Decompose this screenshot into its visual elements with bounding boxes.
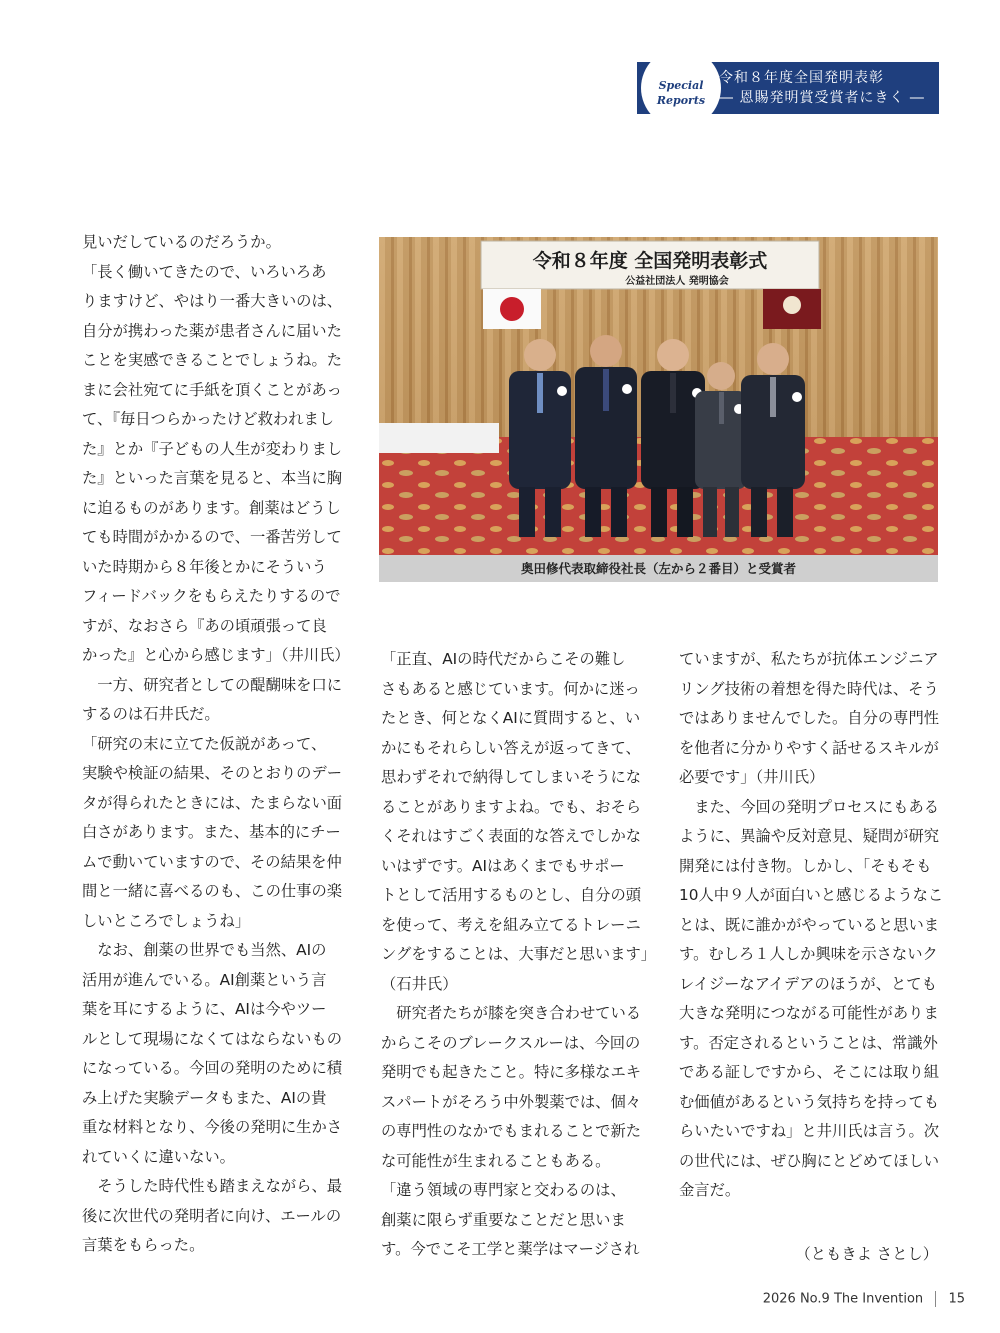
- text-line: 「正直、AIの時代だからこその難し: [381, 650, 626, 668]
- footer-divider: [935, 1291, 936, 1307]
- text-line: ングをすることは、大事だと思います」: [381, 945, 657, 963]
- text-line: す。否定されるということは、常識外: [679, 1033, 938, 1052]
- text-line: 活用が進んでいる。AI創薬という言: [82, 970, 327, 989]
- text-line: ても時間がかかるので、一番苦労して: [82, 528, 342, 546]
- text-line: た』とか『子どもの人生が変わりまし: [82, 439, 343, 458]
- text-line: 思わずそれで納得してしまいそうにな: [381, 768, 642, 786]
- text-line: トとして活用するものとし、自分の頭: [381, 886, 642, 904]
- text-line: て、『毎日つらかったけど救われまし: [82, 410, 335, 428]
- text-line: 一方、研究者としての醍醐味を口に: [82, 675, 343, 694]
- photo-caption: 奥田修代表取締役社長（左から２番目）と受賞者: [379, 555, 938, 582]
- text-line: の専門性のなかでもまれることで新た: [381, 1122, 642, 1140]
- text-line: 研究者たちが膝を突き合わせている: [381, 1004, 642, 1022]
- text-line: くそれはすごく表面的な答えでしかな: [381, 827, 642, 845]
- text-line: 必要です」（井川氏）: [679, 768, 825, 786]
- text-line: また、今回の発明プロセスにもある: [679, 797, 940, 816]
- text-line: いた時期から８年後とかにそういう: [82, 557, 327, 576]
- badge-label-reports: Reports: [656, 94, 706, 107]
- text-line: す。むしろ１人しか興味を示さないク: [679, 945, 938, 963]
- text-line: ではありませんでした。自分の専門性: [679, 709, 940, 727]
- text-line: 自分が携わった薬が患者さんに届いた: [82, 321, 342, 340]
- text-line: すが、なおさら『あの頃頑張って良: [82, 616, 327, 635]
- text-line: かった』と心から感じます」（井川氏）: [82, 646, 350, 664]
- text-line: た』といった言葉を見ると、本当に胸: [82, 469, 343, 487]
- text-column-1: [82, 228, 350, 1261]
- text-line: ように、異論や反対意見、疑問が研究: [679, 827, 940, 845]
- award-ceremony-photo: [379, 237, 938, 555]
- text-line: りますけど、やはり一番大きいのは、: [82, 292, 343, 310]
- text-line: 見いだしているのだろうか。: [82, 233, 281, 251]
- text-line: 「長く働いてきたので、いろいろあ: [82, 262, 327, 281]
- issue-number: 2026 No.9: [762, 1291, 830, 1307]
- text-line: ことを実感できることでしょうね。た: [82, 351, 343, 369]
- text-line: の世代には、ぜひ胸にとどめてほしい: [679, 1151, 940, 1170]
- badge-circle: [641, 62, 721, 114]
- section-title-line2: ― 恩賜発明賞受賞者にきく ―: [719, 90, 925, 106]
- text-column-3: [679, 645, 944, 1206]
- text-line: らいたいですね」と井川氏は言う。次: [679, 1122, 940, 1140]
- text-line: 発明でも起きたこと。特に多様なエキ: [381, 1063, 642, 1081]
- text-line: 10人中９人が面白いと感じるようなこ: [679, 886, 944, 904]
- text-line: レイジーなアイデアのほうが、とても: [679, 974, 937, 993]
- text-line: 大きな発明につながる可能性がありま: [679, 1004, 939, 1022]
- text-line: ルとして現場になくてはならないもの: [82, 1029, 343, 1048]
- page-footer: [700, 1291, 965, 1311]
- text-line: リング技術の着想を得た時代は、そう: [679, 679, 939, 698]
- text-line: む価値があるという気持ちを持っても: [679, 1092, 940, 1111]
- text-line: な可能性が生まれることもある。: [381, 1151, 611, 1170]
- text-line: み上げた実験データもまた、AIの貴: [82, 1088, 327, 1107]
- text-line: そうした時代性も踏まえながら、最: [82, 1177, 343, 1195]
- text-line: 白さがあります。また、基本的にチー: [82, 823, 341, 841]
- text-line: 言葉をもらった。: [82, 1236, 205, 1254]
- page-number: 15: [948, 1291, 965, 1307]
- photo-illustration: [379, 237, 938, 555]
- text-column-2: [381, 645, 657, 1265]
- text-line: ることがありますよね。でも、おそら: [381, 797, 642, 816]
- text-line: なお、創薬の世界でも当然、AIの: [82, 941, 327, 959]
- text-line: に迫るものがあります。創薬はどうし: [82, 498, 341, 517]
- banner-subtitle: 公益社団法人 発明協会: [625, 276, 729, 287]
- text-line: （石井氏）: [381, 974, 458, 993]
- text-line: である証しですから、そこには取り組: [679, 1063, 940, 1081]
- text-line: からこそのブレークスルーは、今回の: [381, 1033, 641, 1052]
- text-line: とは、既に誰かがやっていると思いま: [679, 915, 940, 934]
- text-line: ていますが、私たちが抗体エンジニア: [679, 650, 939, 668]
- text-line: まに会社宛てに手紙を頂くことがあっ: [82, 380, 342, 399]
- text-line: タが得られたときには、たまらない面: [82, 793, 343, 812]
- text-line: いはずです。AIはあくまでもサポー: [381, 856, 625, 875]
- text-line: 「研究の末に立てた仮説があって、: [82, 734, 327, 753]
- section-title-line1: 令和８年度全国発明表彰: [719, 70, 884, 86]
- text-line: 後に次世代の発明者に向け、エールの: [82, 1206, 342, 1225]
- text-line: を使って、考えを組み立てるトレーニ: [381, 915, 641, 934]
- text-line: 開発には付き物。しかし、「そもそも: [679, 856, 932, 875]
- text-line: しいところでしょうね」: [82, 911, 251, 930]
- badge-label-special: Special: [658, 79, 704, 92]
- text-line: す。今でこそ工学と薬学はマージされ: [381, 1240, 640, 1258]
- text-line: たとき、何となくAIに質問すると、い: [381, 709, 641, 727]
- text-line: スパートがそろう中外製薬では、個々: [381, 1092, 642, 1111]
- text-line: ムで動いていますので、その結果を仲: [82, 852, 342, 871]
- section-title: [719, 68, 925, 108]
- text-line: 葉を耳にするように、AIは今やツー: [82, 1000, 327, 1018]
- magazine-name: The Invention: [833, 1291, 924, 1307]
- special-reports-badge: [637, 62, 939, 114]
- text-line: れていくに違いない。: [82, 1147, 235, 1166]
- text-line: になっている。今回の発明のために積: [82, 1059, 343, 1077]
- text-line: を他者に分かりやすく話せるスキルが: [679, 738, 939, 757]
- text-line: するのは石井氏だ。: [82, 705, 220, 723]
- text-line: フィードバックをもらえたりするので: [82, 587, 341, 605]
- text-line: 間と一緒に喜べるのも、この仕事の楽: [82, 882, 343, 900]
- text-line: 「違う領域の専門家と交わるのは、: [381, 1181, 626, 1199]
- text-line: 創薬に限らず重要なことだと思いま: [381, 1210, 626, 1229]
- banner-title: 令和８年度 全国発明表彰式: [532, 250, 768, 272]
- text-line: 実験や検証の結果、そのとおりのデー: [82, 764, 343, 782]
- text-line: さもあると感じています。何かに迷っ: [381, 679, 640, 698]
- text-line: 重な材料となり、今後の発明に生かさ: [82, 1118, 343, 1136]
- text-line: かにもそれらしい答えが返ってきて、: [381, 738, 641, 757]
- text-line: 金言だ。: [679, 1181, 741, 1199]
- author-byline: （ともきよ さとし）: [795, 1245, 938, 1263]
